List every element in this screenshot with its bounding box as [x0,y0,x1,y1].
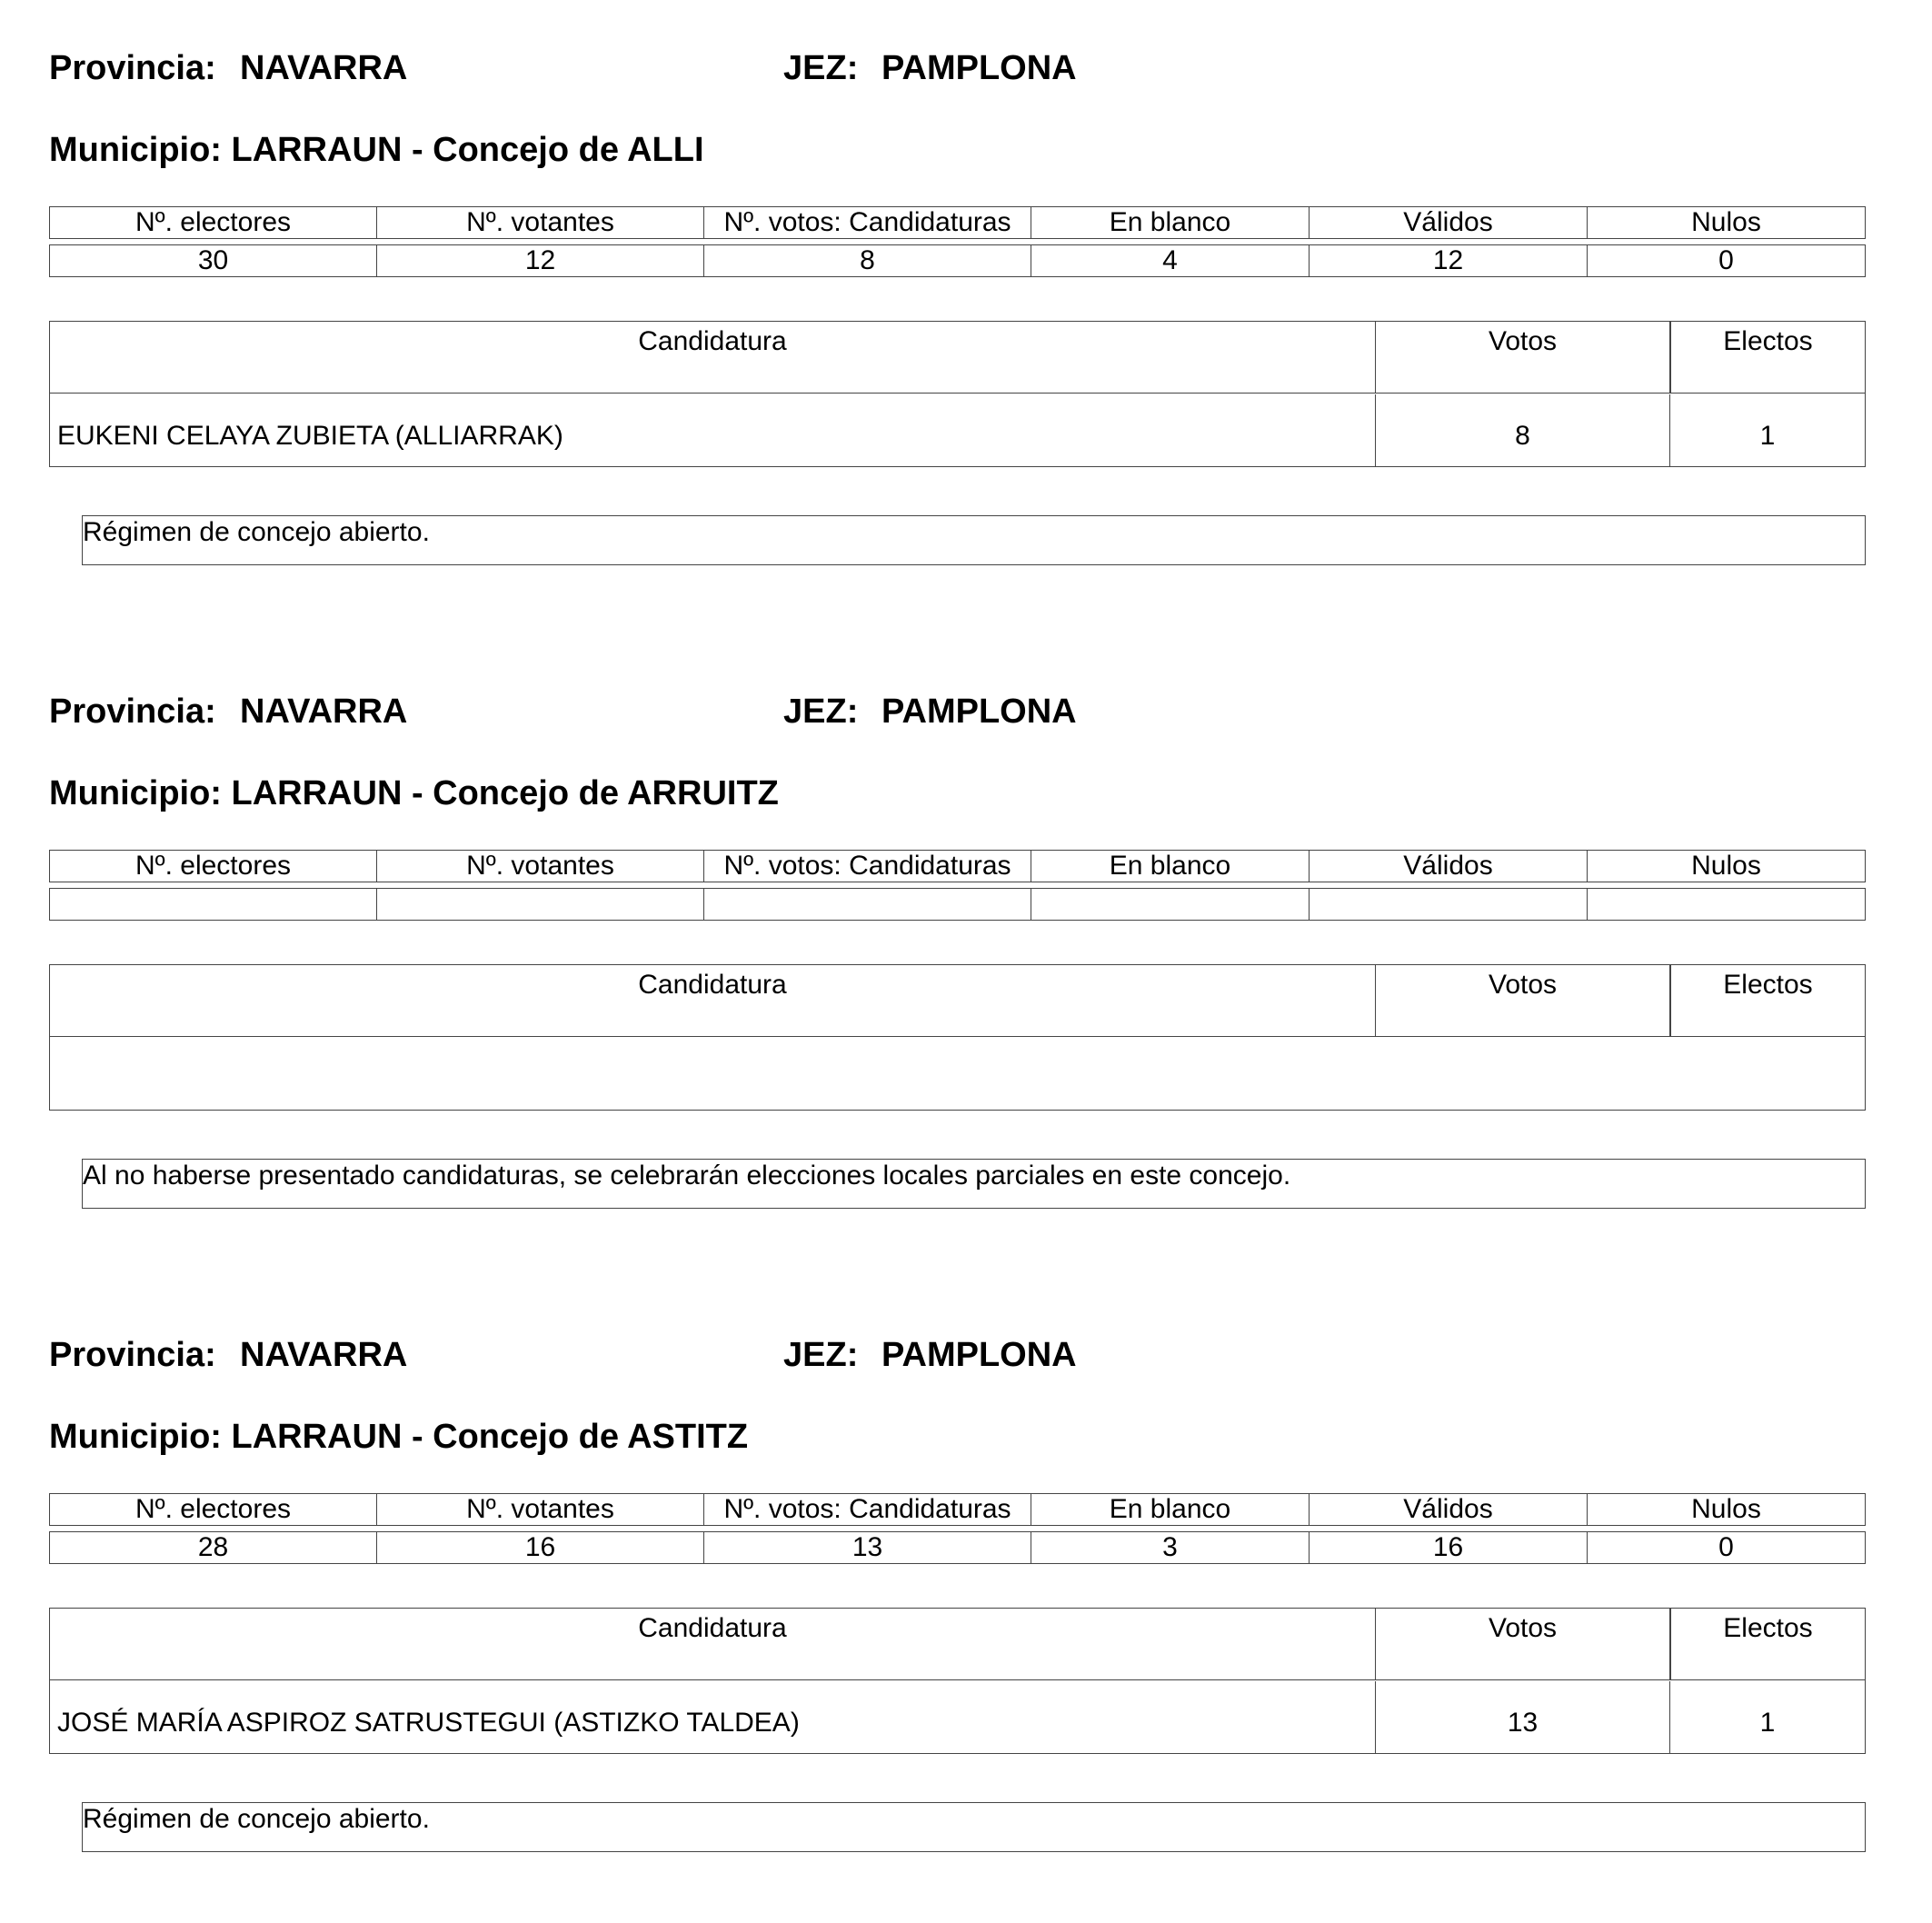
jez-value: PAMPLONA [881,49,1077,87]
table-divider [50,393,1865,394]
candidate-elected: 1 [1669,1681,1865,1753]
regime-note: Régimen de concejo abierto. [82,1802,1866,1852]
candidatura-table [49,964,1866,1111]
electos-header: Electos [1669,322,1865,393]
stats-header-votos-candidaturas: Nº. votos: Candidaturas [704,851,1031,882]
stats-header-en-blanco: En blanco [1031,1494,1310,1525]
stats-header-electores: Nº. electores [50,1494,377,1525]
stats-header-en-blanco: En blanco [1031,851,1310,882]
municipio-title: Municipio: LARRAUN - Concejo de ALLI [49,131,704,169]
table-divider [50,1679,1865,1680]
concejo-block-arruitz [0,643,1932,1280]
stats-header-votos-candidaturas: Nº. votos: Candidaturas [704,1494,1031,1525]
stats-value-en-blanco: 3 [1031,1532,1310,1563]
stats-value-votos-candidaturas: 13 [704,1532,1031,1563]
stats-header-votantes: Nº. votantes [377,1494,704,1525]
stats-value-votos-candidaturas [704,889,1031,920]
stats-value-validos [1310,889,1588,920]
stats-value-electores: 28 [50,1532,377,1563]
stats-value-row [49,1531,1866,1564]
jez-value: PAMPLONA [881,692,1077,731]
jez-label: JEZ: [783,692,859,731]
stats-header-votos-candidaturas: Nº. votos: Candidaturas [704,207,1031,238]
stats-value-votantes: 16 [377,1532,704,1563]
concejo-block-alli [0,0,1932,636]
stats-value-votantes: 12 [377,245,704,276]
stats-value-nulos: 0 [1718,1532,1734,1562]
stats-header-row [49,850,1866,882]
stats-value-electores [50,889,377,920]
stats-header-nulos: Nulos [1691,851,1761,881]
candidatura-header: Candidatura [638,326,787,356]
jez-label: JEZ: [783,49,859,87]
municipio-title: Municipio: LARRAUN - Concejo de ASTITZ [49,1418,749,1456]
stats-value-nulos: 0 [1718,245,1734,275]
candidatura-header: Candidatura [638,970,787,1000]
candidatura-table [49,321,1866,467]
candidatura-header: Candidatura [638,1613,787,1643]
votos-header: Votos [1375,322,1669,393]
electos-header: Electos [1669,965,1865,1036]
stats-header-votantes: Nº. votantes [377,851,704,882]
candidate-name [50,1038,1375,1110]
provincia-label: Provincia: [49,49,216,87]
provincia-value: NAVARRA [240,49,408,87]
votos-header: Votos [1375,1609,1669,1679]
stats-value-row [49,888,1866,921]
provincia-label: Provincia: [49,1336,216,1374]
jez-label: JEZ: [783,1336,859,1374]
stats-header-electores: Nº. electores [50,851,377,882]
stats-value-en-blanco: 4 [1031,245,1310,276]
votos-header: Votos [1375,965,1669,1036]
candidate-elected: 1 [1669,394,1865,466]
stats-value-row [49,244,1866,277]
provincia-value: NAVARRA [240,692,408,731]
stats-value-validos: 16 [1310,1532,1588,1563]
regime-note: Régimen de concejo abierto. [82,515,1866,565]
stats-header-row [49,206,1866,239]
stats-header-votantes: Nº. votantes [377,207,704,238]
stats-value-votantes [377,889,704,920]
electos-header: Electos [1669,1609,1865,1679]
stats-header-validos: Válidos [1310,207,1588,238]
provincia-value: NAVARRA [240,1336,408,1374]
concejo-block-astitz [0,1287,1932,1923]
candidate-votes: 8 [1375,394,1669,466]
stats-header-nulos: Nulos [1691,1494,1761,1524]
candidate-votes: 13 [1375,1681,1669,1753]
stats-value-nulos [1588,889,1865,920]
municipio-title: Municipio: LARRAUN - Concejo de ARRUITZ [49,774,779,812]
candidate-name: JOSÉ MARÍA ASPIROZ SATRUSTEGUI (ASTIZKO TALDEA) [57,1708,800,1738]
stats-value-validos: 12 [1310,245,1588,276]
stats-header-en-blanco: En blanco [1031,207,1310,238]
regime-note: Al no haberse presentado candidaturas, se celebrarán elecciones locales parciales en este concejo. [82,1159,1866,1209]
jez-value: PAMPLONA [881,1336,1077,1374]
provincia-label: Provincia: [49,692,216,731]
table-divider [50,1036,1865,1037]
stats-value-votos-candidaturas: 8 [704,245,1031,276]
stats-header-electores: Nº. electores [50,207,377,238]
stats-header-row [49,1493,1866,1526]
stats-value-electores: 30 [50,245,377,276]
stats-header-validos: Válidos [1310,1494,1588,1525]
stats-header-nulos: Nulos [1691,207,1761,237]
stats-value-en-blanco [1031,889,1310,920]
candidate-name: EUKENI CELAYA ZUBIETA (ALLIARRAK) [57,421,563,451]
stats-header-validos: Válidos [1310,851,1588,882]
candidatura-table [49,1608,1866,1754]
